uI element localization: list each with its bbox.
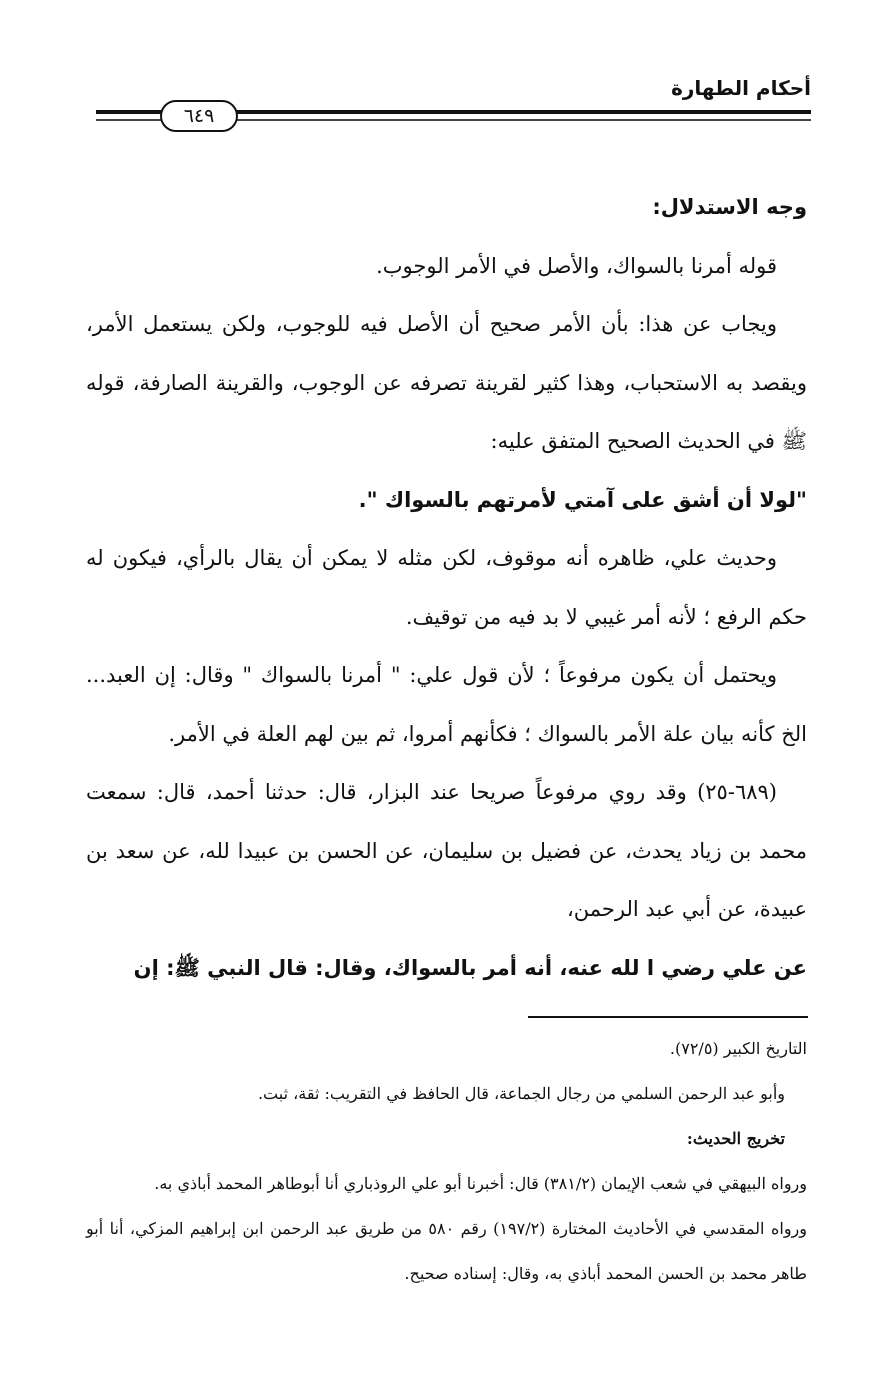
paragraph: وحديث علي، ظاهره أنه موقوف، لكن مثله لا يمكن أن يقال بالرأي، فيكون له حكم الرفع ؛ لأنه أمر غيبي لا بد فيه من توقيف. (86, 546, 807, 629)
hadith-text: عن علي رضي ا لله عنه، أنه أمر بالسواك، وقال: قال النبي ﷺ: إن (133, 955, 807, 980)
paragraph: (٦٨٩-٢٥) وقد روي مرفوعاً صريحا عند البزار، قال: حدثنا أحمد، قال: سمعت محمد بن زياد يحدث، عن فضيل بن سليمان، عن الحسن بن عبيدا لله، عن سعد بن عبيدة، عن أبي عبد الرحمن، (86, 780, 807, 921)
footnote: ورواه المقدسي في الأحاديث المختارة (١٩٧/٢) رقم ٥٨٠ من طريق عبد الرحمن ابن إبراهيم المزكي، أنا أبو طاهر محمد بن الحسن المحمد أباذي به، وقال: إسناده صحيح. (86, 1219, 807, 1283)
running-header-title: أحكام الطهارة (671, 76, 811, 100)
footnote: وأبو عبد الرحمن السلمي من رجال الجماعة، قال الحافظ في التقريب: ثقة، ثبت. (257, 1084, 785, 1103)
paragraph: قوله أمرنا بالسواك، والأصل في الأمر الوجوب. (376, 253, 777, 278)
page-number: ٦٤٩ (160, 100, 238, 132)
section-heading: وجه الاستدلال: (652, 195, 807, 219)
footnotes (86, 1026, 807, 1296)
footnote-separator (528, 1016, 808, 1018)
footnote: التاريخ الكبير (٧٢/٥). (669, 1039, 807, 1058)
footnote-heading: تخريج الحديث: (686, 1129, 785, 1148)
hadith-quote: "لولا أن أشق على آمتي لأمرتهم بالسواك ". (358, 487, 807, 512)
paragraph: ويحتمل أن يكون مرفوعاً ؛ لأن قول علي: " أمرنا بالسواك " وقال: إن العبد... الخ كأنه بيان علة الأمر بالسواك ؛ فكأنهم أمروا، ثم بين لهم العلة في الأمر. (86, 663, 807, 746)
paragraph: ويجاب عن هذا: بأن الأمر صحيح أن الأصل فيه للوجوب، ولكن يستعمل الأمر، ويقصد به الاستحباب، وهذا كثير لقرينة تصرفه عن الوجوب، والقرينة الصارفة، قوله ﷺ في الحديث الصحيح المتفق عليه: (86, 312, 807, 453)
footnote: ورواه البيهقي في شعب الإيمان (٣٨١/٢) قال: أخبرنا أبو علي الروذباري أنا أبوطاهر المحمد أباذي به. (154, 1174, 807, 1193)
main-text (86, 178, 807, 997)
